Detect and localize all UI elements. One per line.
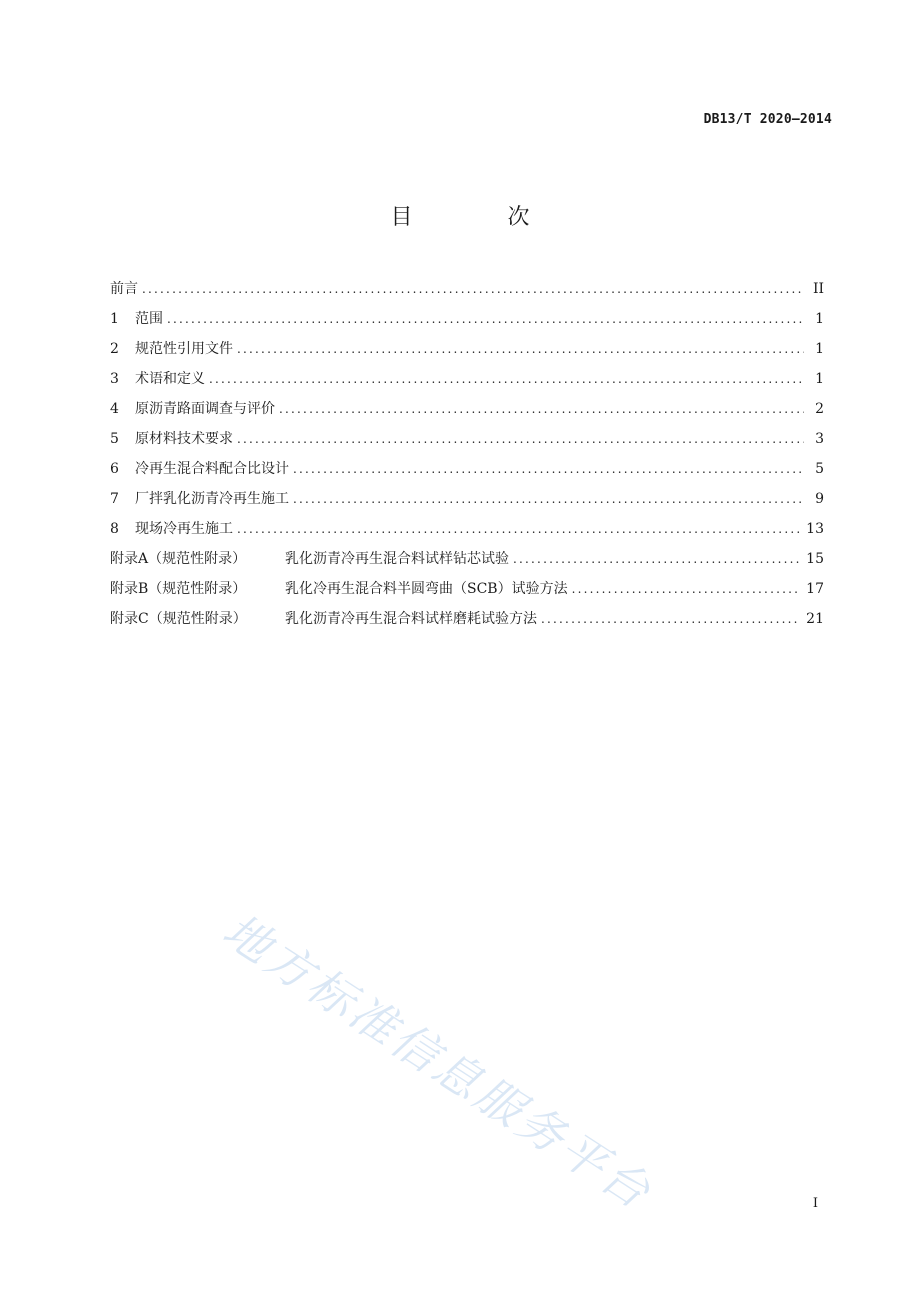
toc-leader-dots [293,456,804,482]
toc-entry-8[interactable] [110,516,824,546]
toc-entry-foreword[interactable] [110,276,824,306]
toc-entry-label: 厂拌乳化沥青冷再生施工 [135,491,289,507]
toc-entry-label: 原沥青路面调查与评价 [135,401,275,417]
watermark: 地方标准信息服务平台 [213,902,663,1221]
toc-entry-number: 5 [110,431,119,447]
toc-leader-dots [572,576,801,602]
toc-entry-number: 1 [110,311,119,327]
doc-code: DB13/T 2020—2014 [703,112,832,127]
toc-entry-label: 前言 [110,281,138,297]
toc-entry-number: 4 [110,401,119,417]
toc-entry-label: 范围 [135,311,163,327]
annex-prefix: 附录B（规范性附录） [110,581,247,597]
toc-entry-label: 现场冷再生施工 [135,521,233,537]
toc-leader-dots [167,306,804,332]
toc-entry-page: 21 [806,611,824,627]
toc-leader-dots [209,366,804,392]
toc-entry-label: 乳化沥青冷再生混合料试样钻芯试验 [285,551,509,567]
toc-entry-page: II [812,281,824,297]
toc-entry-4[interactable] [110,396,824,426]
toc-leader-dots [293,486,804,512]
toc-entry-page: 17 [806,581,824,597]
toc-entry-annex-a[interactable] [110,546,824,576]
toc-entry-number: 3 [110,371,119,387]
toc-entry-page: 1 [815,341,824,357]
page-title: 目 次 [390,205,574,230]
toc-entry-5[interactable] [110,426,824,456]
toc-leader-dots [237,336,804,362]
toc-entry-3[interactable] [110,366,824,396]
toc-entry-1[interactable] [110,306,824,336]
toc-entry-label: 冷再生混合料配合比设计 [135,461,289,477]
toc-entry-page: 3 [815,431,824,447]
toc-entry-number: 7 [110,491,119,507]
table-of-contents [110,276,824,636]
toc-entry-page: 2 [815,401,824,417]
annex-prefix: 附录C（规范性附录） [110,611,247,627]
toc-leader-dots [279,396,804,422]
toc-leader-dots [237,426,804,452]
toc-entry-label: 规范性引用文件 [135,341,233,357]
toc-entry-page: 13 [806,521,824,537]
toc-entry-page: 15 [806,551,824,567]
toc-entry-2[interactable] [110,336,824,366]
toc-entry-page: 5 [815,461,824,477]
toc-entry-number: 6 [110,461,119,477]
toc-entry-label: 术语和定义 [135,371,205,387]
toc-entry-7[interactable] [110,486,824,516]
toc-entry-number: 2 [110,341,119,357]
annex-prefix: 附录A（规范性附录） [110,551,247,567]
toc-entry-page: 1 [815,371,824,387]
toc-leader-dots [513,546,800,572]
page-number: I [812,1196,818,1211]
toc-leader-dots [142,276,804,302]
toc-entry-annex-b[interactable] [110,576,824,606]
toc-entry-label: 乳化冷再生混合料半圆弯曲（SCB）试验方法 [285,581,568,597]
toc-entry-label: 原材料技术要求 [135,431,233,447]
toc-leader-dots [237,516,800,542]
toc-entry-6[interactable] [110,456,824,486]
toc-entry-label: 乳化沥青冷再生混合料试样磨耗试验方法 [285,611,537,627]
toc-leader-dots [541,606,800,632]
toc-entry-number: 8 [110,521,119,537]
toc-entry-annex-c[interactable] [110,606,824,636]
toc-entry-page: 1 [815,311,824,327]
toc-entry-page: 9 [815,491,824,507]
